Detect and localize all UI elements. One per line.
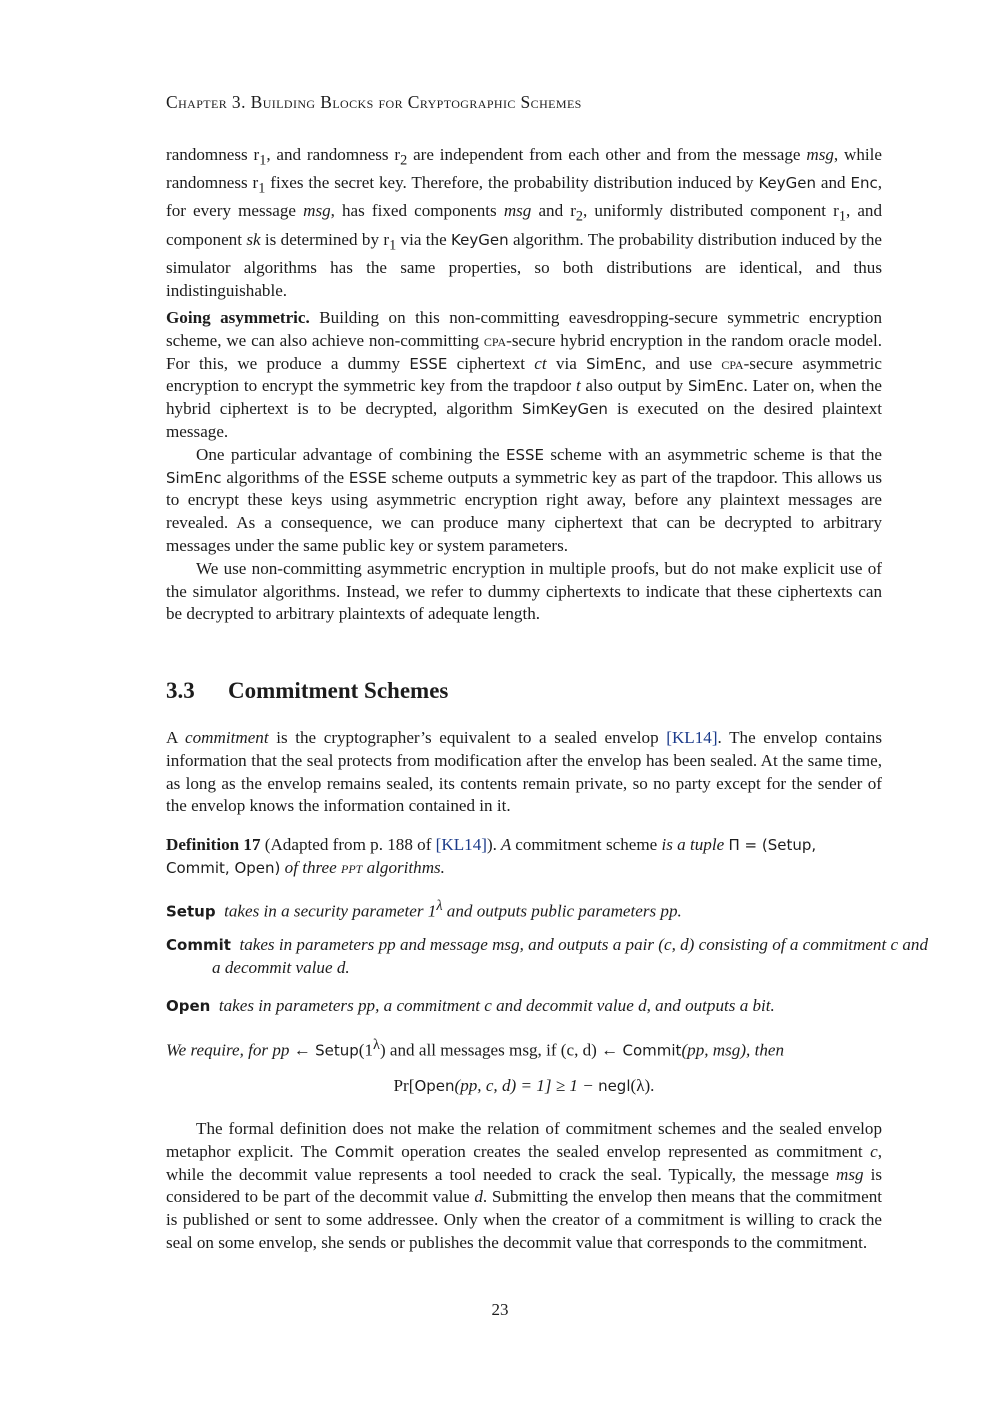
paragraph-commitment-intro: A commitment is the cryptographer’s equivalent to a sealed envelop [KL14]. The envelop contains information that the seal protects from modification after the envelop has been sealed. At the same time, as long as the envelop remains sealed, its contents remain private, so no party except for the sender of the envelop knows the information contained in it. [166, 728, 882, 816]
setup-item: Setup takes in a security parameter $1^\lambda$ and outputs public parameters pp. [166, 898, 682, 921]
citation-link[interactable]: [KL14] [435, 835, 487, 854]
open-item: Open takes in parameters pp, a commitment c and decommit value d, and outputs a bit. [166, 996, 775, 1015]
paragraph-going-asymmetric: Going asymmetric. Building on this non-committing eavesdropping-secure symmetric encryption scheme, we can also achieve non-committing cpa-secure hybrid encryption in the random oracle model. For this, we produce a dummy ESSE ciphertext ct via SimEnc, and use cpa-secure asymmetric encryption to encrypt the symmetric key from the trapdoor t also output by SimEnc. Later on, when the hybrid ciphertext is to be decrypted, algorithm SimKeyGen is executed on the desired plaintext message. [166, 308, 883, 441]
citation-link[interactable]: [KL14] [666, 728, 718, 747]
page-number: 23 [491, 1300, 509, 1319]
definition-17: Definition 17 (Adapted from p. 188 of [KL14]). A commitment scheme is a tuple Π = (Setup, Commit, Open) of three ppt algorithms. [166, 835, 817, 877]
paragraph-multiple-proofs: We use non-committing asymmetric encryption in multiple proofs, but do not make explicit use of the simulator algorithms. Instead, we refer to dummy ciphertexts to indicate that these ciphertexts can be decrypted to arbitrary plaintexts of adequate length. [166, 558, 882, 624]
paragraph-formal-definition: The formal definition does not make the relation of commitment schemes and the sealed envelop metaphor explicit. The Commit operation creates the sealed envelop represented as commitment c, while the decommit value represents a tool needed to crack the seal. Typically, the message msg is considered to be part of the decommit value d. Submitting the envelop then means that the commitment is published or sent to some addressee. Only when the creator of a commitment is willing to crack the seal on some envelop, she sends or publishes the decommit value that corresponds to the commitment. [166, 1119, 883, 1252]
section-title: Commitment Schemes [228, 678, 449, 703]
section-number: 3.3 [166, 678, 195, 703]
paragraph-randomness: randomness $r_1$, and randomness $r_2$ are independent from each other and from the message msg, while randomness $r_1$ fixes the secret key. Therefore, the probability distribution induced by KeyGen and Enc, for every message msg, has fixed components msg and $r_2$, uniformly distributed component $r_1$, and component sk is determined by $r_1$ via the KeyGen algorithm. The probability distribution induced by the simulator algorithms has the same properties, so both distributions are identical, and thus indistinguishable. [166, 145, 883, 300]
running-head: Chapter 3. Building Blocks for Cryptographic Schemes [166, 92, 582, 112]
paragraph-advantage: One particular advantage of combining the ESSE scheme with an asymmetric scheme is that the SimEnc algorithms of the ESSE scheme outputs a symmetric key as part of the trapdoor. This allows us to encrypt these keys using asymmetric encryption right away, before any plaintext messages are revealed. As a consequence, we can produce many ciphertext that can be decrypted to arbitrary messages under the same public key or system parameters. [166, 444, 882, 555]
commit-item: Commit takes in parameters pp and message msg, and outputs a pair (c, d) consisting of a commitment c and a decommit value d. [166, 935, 928, 977]
going-asymmetric-section [166, 307, 882, 626]
correctness-equation: Pr[Open(pp, c, d) = 1] ≥ 1 − negl(λ). [393, 1076, 655, 1095]
section-heading [166, 678, 448, 704]
requirement-statement: We require, for pp ← $Setup(1^\lambda)$ and all messages msg, if (c, d) ← Commit(pp, msg), then [166, 1037, 784, 1060]
